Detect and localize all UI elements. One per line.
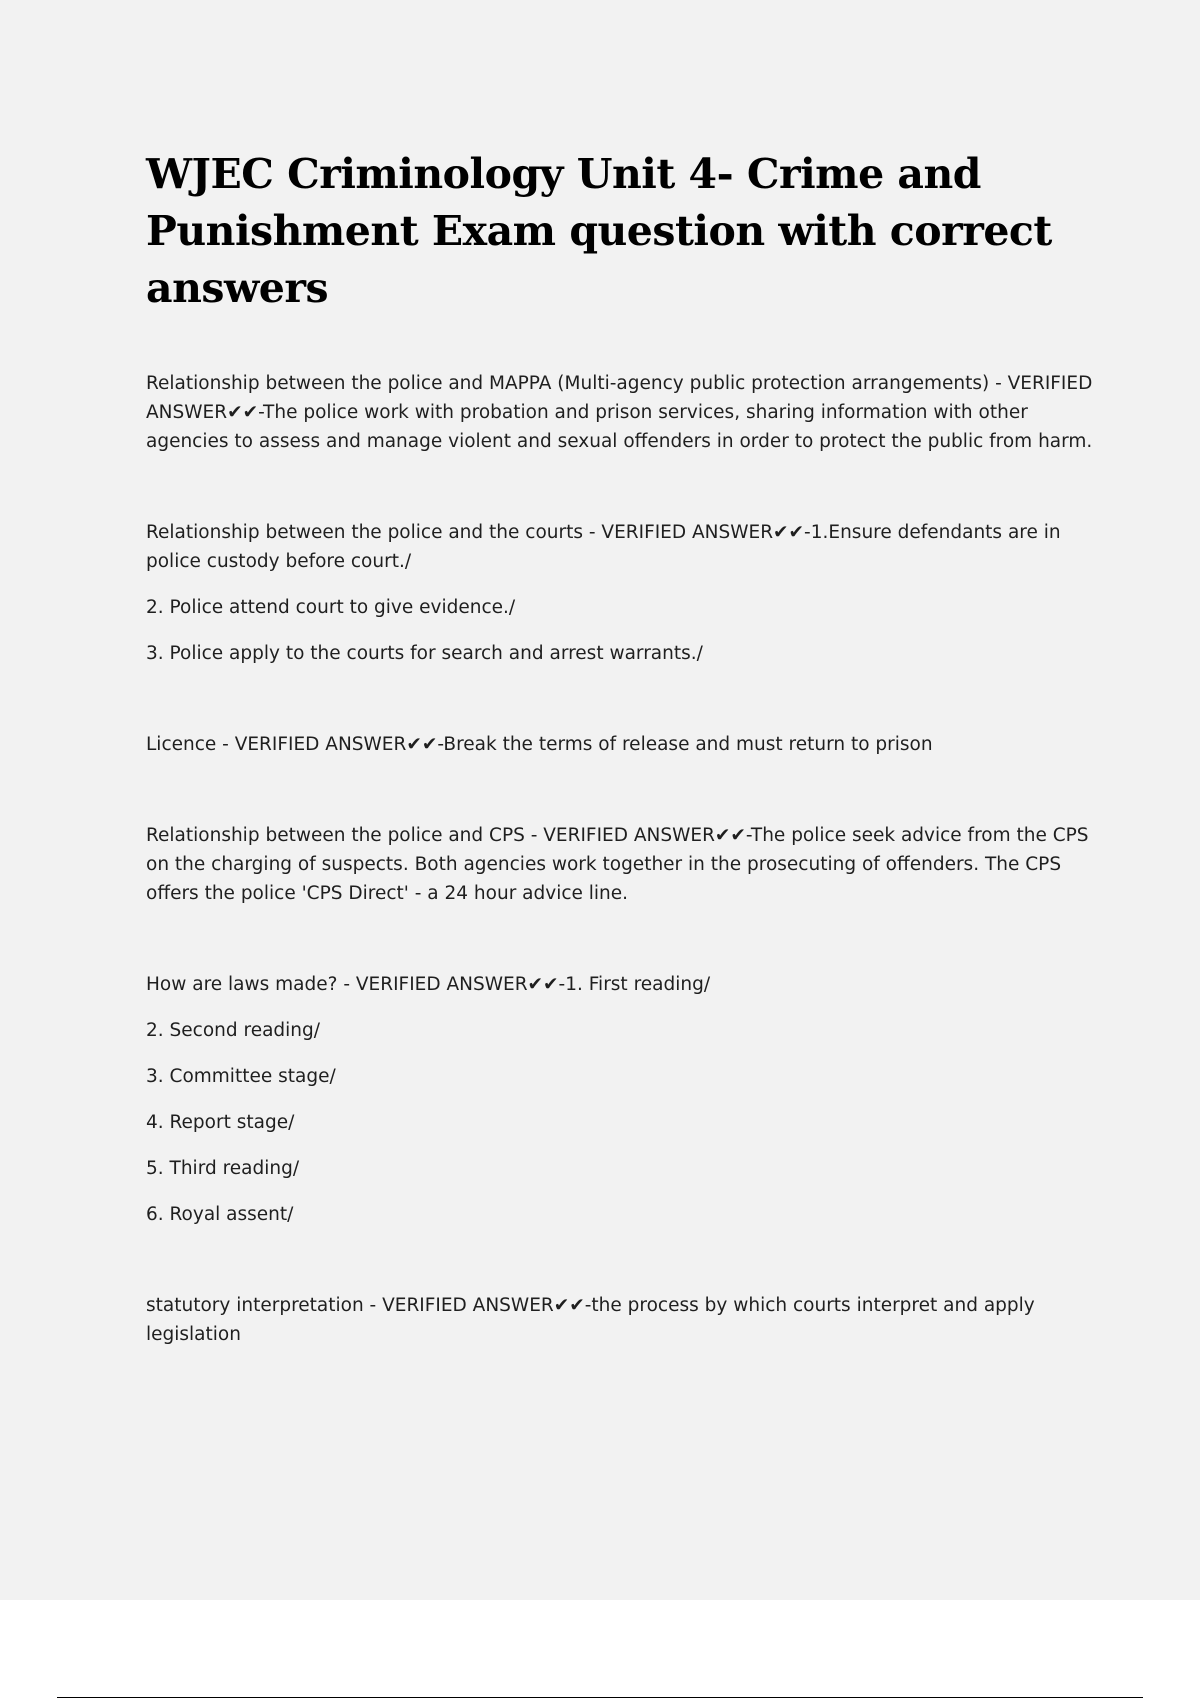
qa-paragraph: 2. Second reading/ bbox=[146, 1020, 320, 1041]
document-title: WJEC Criminology Unit 4- Crime and Punishment Exam question with correct answers bbox=[146, 150, 1052, 312]
qa-paragraph: Relationship between the police and the courts - VERIFIED ANSWER✔✔-1.Ensure defendants are in police custody before court./ bbox=[146, 522, 1061, 572]
qa-paragraph: statutory interpretation - VERIFIED ANSWER✔✔-the process by which courts interpret and apply legislation bbox=[146, 1295, 1035, 1345]
qa-paragraph: 3. Police apply to the courts for search and arrest warrants./ bbox=[146, 643, 703, 664]
qa-paragraph: 6. Royal assent/ bbox=[146, 1204, 294, 1225]
qa-paragraph: 4. Report stage/ bbox=[146, 1112, 295, 1133]
qa-entry-cps bbox=[146, 821, 1096, 908]
qa-entry-mappa bbox=[146, 369, 1096, 456]
qa-entry-courts bbox=[146, 518, 1096, 668]
qa-paragraph: Relationship between the police and MAPPA (Multi-agency public protection arrangements) - VERIFIED ANSWER✔✔-The police work with probation and prison services, sharing information with other agencies to assess and manage violent and sexual offenders in order to protect the public from harm. bbox=[146, 373, 1093, 452]
qa-paragraph: 2. Police attend court to give evidence./ bbox=[146, 597, 516, 618]
footer-divider bbox=[57, 1697, 1143, 1698]
qa-entry-laws bbox=[146, 970, 1096, 1229]
qa-entry-licence bbox=[146, 730, 1096, 759]
qa-paragraph: Licence - VERIFIED ANSWER✔✔-Break the terms of release and must return to prison bbox=[146, 734, 933, 755]
qa-paragraph: 3. Committee stage/ bbox=[146, 1066, 336, 1087]
qa-paragraph: How are laws made? - VERIFIED ANSWER✔✔-1. First reading/ bbox=[146, 974, 711, 995]
qa-entry-statutory bbox=[146, 1291, 1096, 1349]
qa-paragraph: 5. Third reading/ bbox=[146, 1158, 300, 1179]
document-content bbox=[146, 146, 1096, 1411]
qa-paragraph: Relationship between the police and CPS - VERIFIED ANSWER✔✔-The police seek advice from the CPS on the charging of suspects. Both agencies work together in the prosecuting of offenders. The CPS offers the police 'CPS Direct' - a 24 hour advice line. bbox=[146, 825, 1089, 904]
